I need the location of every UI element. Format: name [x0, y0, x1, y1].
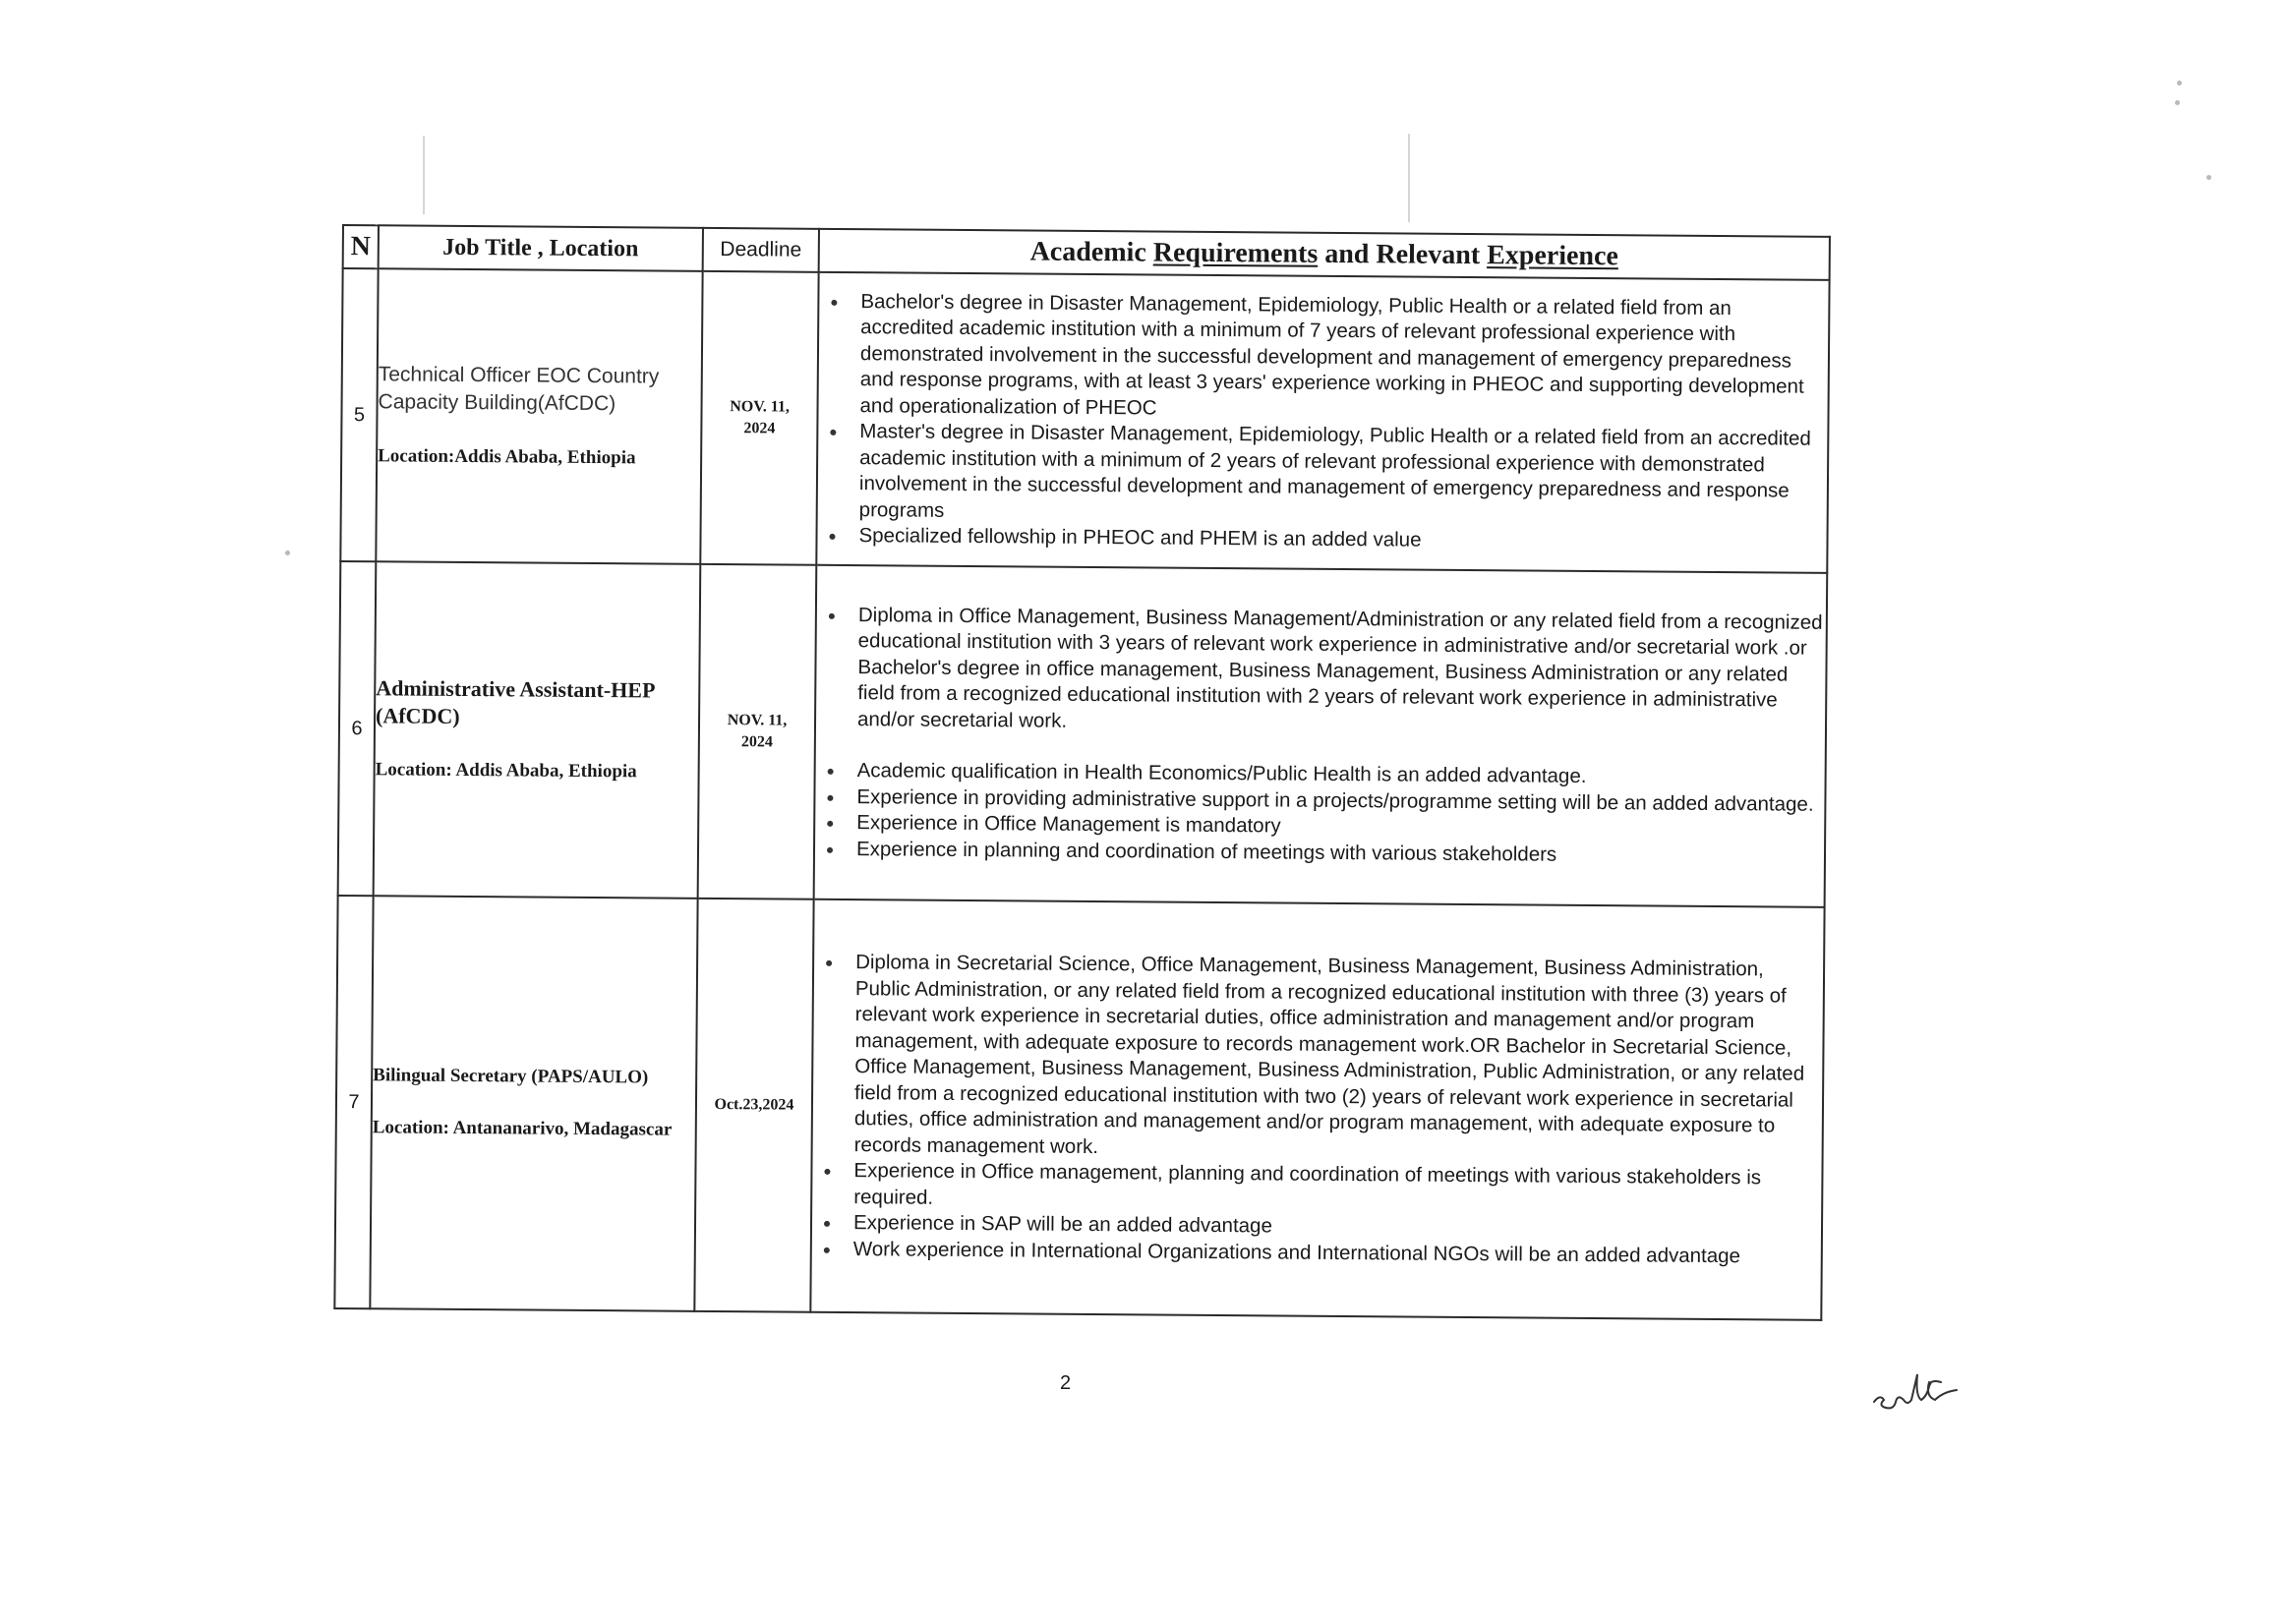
page-number: 2 [1060, 1372, 1072, 1394]
requirement-item: Experience in SAP will be an added advantage [853, 1210, 1821, 1244]
requirement-item: Experience in providing administrative support in a projects/programme setting will be an added advantage. [856, 784, 1824, 818]
requirements-list [812, 950, 1823, 1270]
deadline-year: 2024 [743, 420, 776, 437]
scan-artifact-line [1408, 134, 1410, 222]
row-number: 7 [334, 896, 373, 1308]
job-location: Location: Addis Ababa, Ethiopia [375, 759, 637, 783]
requirement-item: Experience in Office Management is mandatory [856, 810, 1824, 843]
deadline-year: 2024 [740, 733, 773, 751]
requirements-list [816, 603, 1826, 741]
requirement-item: Diploma in Secretarial Science, Office Management, Business Management, Business Administration, Public Administration, or any related field from a recognized educational institution with three (3) years of relevant work experience in secretarial duties, office administration and management and/or program management, with adequate exposure to records management work.OR Bachelor in Secretarial Science, Office Management, Business Management, Business Administration, Public Administration, or any related field from a recognized educational institution with two (2) years of relevant work experience in secretarial duties, office administration and management and/or program management, with adequate exposure to records management work. [854, 950, 1824, 1166]
requirement-item: Specialized fellowship in PHEOC and PHEM is an added value [858, 523, 1826, 556]
job-cell [376, 268, 702, 564]
row-number: 5 [340, 268, 378, 561]
scan-speck [285, 551, 290, 555]
requirements-cell [810, 899, 1824, 1320]
deadline-date: NOV. 11, [727, 712, 788, 729]
header-deadline: Deadline [703, 228, 819, 272]
header-job-title-location: Job Title , Location [379, 225, 703, 271]
requirement-item: Experience in Office management, planning and coordination of meetings with various stakeholders is required. [853, 1158, 1821, 1218]
scan-speck [2175, 100, 2180, 105]
scan-speck [2177, 81, 2182, 86]
job-title: Technical Officer EOC Country Capacity Building(AfCDC) [378, 363, 660, 416]
requirement-item: Work experience in International Organizations and International NGOs will be an added advantage [853, 1237, 1821, 1270]
requirement-item: Academic qualification in Health Economics/Public Health is an added advantage. [857, 758, 1825, 791]
job-cell [370, 896, 697, 1311]
job-location: Location:Addis Ababa, Ethiopia [378, 445, 636, 469]
row-number: 6 [338, 561, 377, 896]
scan-artifact-line [423, 136, 425, 214]
deadline-cell [698, 564, 817, 899]
header-experience-underlined: Experience [1487, 240, 1619, 272]
header-requirements-part: and Relevant [1318, 238, 1488, 271]
table-row [338, 561, 1828, 907]
job-location: Location: Antananarivo, Madagascar [372, 1117, 673, 1140]
job-title: Administrative Assistant-HEP (AfCDC) [375, 675, 655, 728]
table-row [340, 268, 1829, 573]
job-cell [374, 561, 701, 899]
handwritten-signature [1868, 1368, 1976, 1418]
requirements-cell [814, 565, 1828, 907]
job-title: Bilingual Secretary (PAPS/AULO) [373, 1065, 649, 1088]
deadline-date: NOV. 11, [730, 398, 790, 416]
requirement-item: Experience in planning and coordination of meetings with various stakeholders [856, 837, 1824, 870]
scan-speck [2206, 175, 2211, 180]
header-requirements-underlined: Requirements [1152, 237, 1319, 269]
deadline-cell [694, 899, 813, 1312]
requirement-item: Diploma in Office Management, Business Management/Administration or any related field from a recognized educational institution with 3 years of relevant work experience in administrative and/or secretarial work .or Bachelor's degree in office management, Business Management, Business Administration or any related field from a recognized educational institution with 2 years of relevant work experience in administrative and/or secretarial work. [857, 603, 1826, 740]
requirements-list [817, 288, 1828, 556]
deadline-date: Oct.23,2024 [714, 1096, 794, 1114]
requirement-item: Bachelor's degree in Disaster Management, Epidemiology, Public Health or a related field from an accredited academic institution with a minimum of 7 years of relevant professional experience with demonstrated involvement in the successful development and management of emergency preparedness and response programs, with at least 3 years' experience working in PHEOC and supporting development and operationalization of PHEOC [859, 289, 1828, 427]
job-requirements-table [333, 224, 1831, 1321]
table-row [334, 896, 1824, 1320]
header-number: N [343, 225, 379, 268]
requirements-cell [816, 272, 1829, 573]
header-requirements-part: Academic [1029, 236, 1153, 268]
requirement-item: Master's degree in Disaster Management, Epidemiology, Public Health or a related field from an accredited academic institution with a minimum of 2 years of relevant professional experience with demonstrated involvement in the successful development and management of emergency preparedness and response programs [859, 419, 1828, 531]
requirements-list [815, 758, 1825, 870]
deadline-cell [700, 271, 818, 565]
